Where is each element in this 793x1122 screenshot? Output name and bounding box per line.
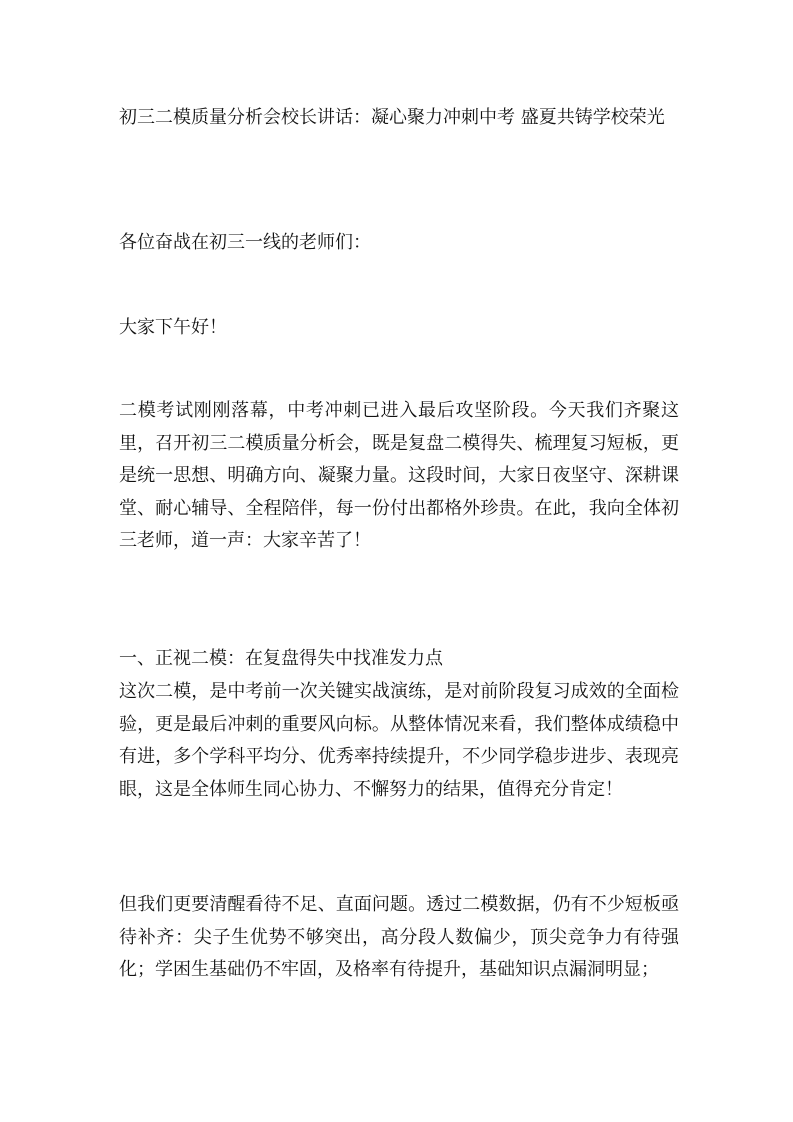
section1-paragraph-2: 但我们更要清醒看待不足、直面问题。透过二模数据，仍有不少短板亟待补齐：尖子生优势不够突出，高分段人数偏少，顶尖竞争力有待强化；学困生基础仍不牢固，及格率有待提升，基础知识点漏洞明显；	[119, 894, 679, 980]
section1-paragraph-1: 这次二模，是中考前一次关键实战演练，是对前阶段复习成效的全面检验，更是最后冲刺的重要风向标。从整体情况来看，我们整体成绩稳中有进，多个学科平均分、优秀率持续提升，不少同学稳步进步、表现亮眼，这是全体师生同心协力、不懈努力的结果，值得充分肯定！	[119, 681, 679, 800]
document-title: 初三二模质量分析会校长讲话：凝心聚力冲刺中考 盛夏共铸学校荣光	[119, 107, 665, 128]
section1-heading: 一、正视二模：在复盘得失中找准发力点	[119, 648, 443, 669]
salutation: 各位奋战在初三一线的老师们：	[119, 232, 371, 253]
intro-paragraph: 二模考试刚刚落幕，中考冲刺已进入最后攻坚阶段。今天我们齐聚这里，召开初三二模质量分析会，既是复盘二模得失、梳理复习短板，更是统一思想、明确方向、凝聚力量。这段时间，大家日夜坚守、深耕课堂、耐心辅导、全程陪伴，每一份付出都格外珍贵。在此，我向全体初三老师，道一声：大家辛苦了！	[119, 400, 679, 551]
greeting: 大家下午好！	[119, 317, 227, 338]
